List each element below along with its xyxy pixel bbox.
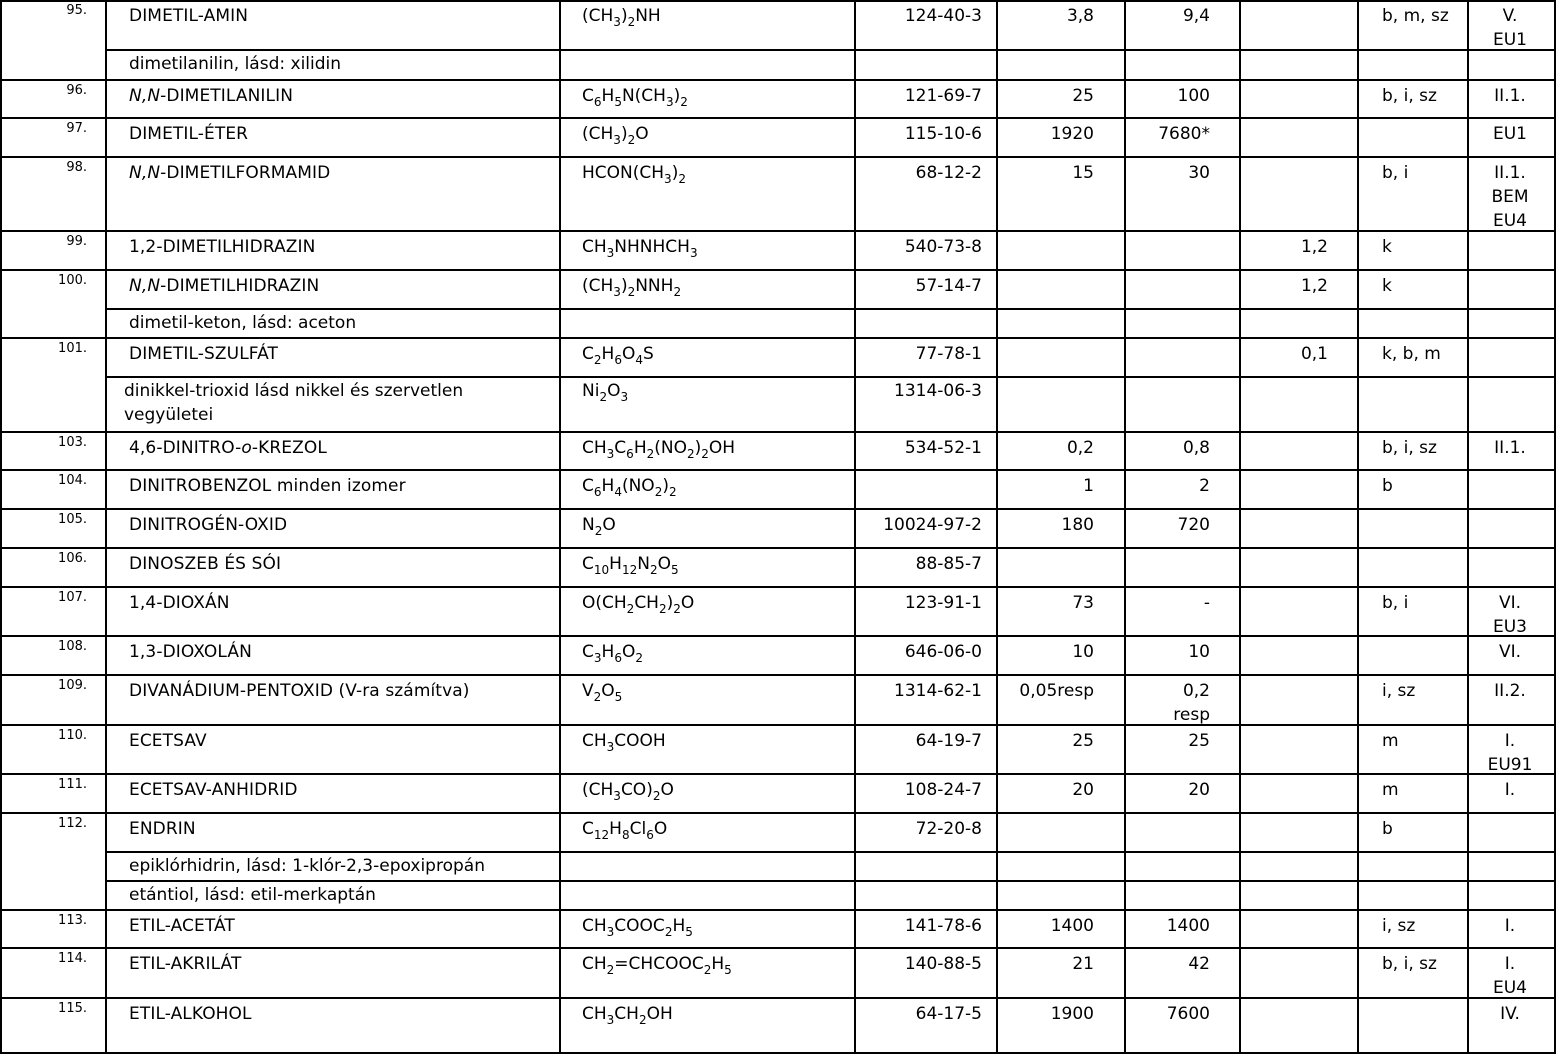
property-flags: b, m, sz: [1382, 6, 1449, 26]
remark: I.: [1504, 780, 1516, 800]
cas-number: 77-78-1: [915, 344, 982, 364]
row-number: 109.: [58, 678, 87, 693]
limit-value-1: 180: [1061, 515, 1094, 535]
chemical-formula: $V_2O_5$: [582, 681, 623, 704]
chemical-formula: $C_{10}H_{12}N_2O_5$: [582, 554, 679, 577]
chemical-formula: $Ni_2O_3$: [582, 381, 629, 404]
substance-name: ECETSAV-ANHIDRID: [129, 780, 298, 800]
limit-value-1: 25: [1072, 86, 1094, 106]
cross-reference: dinikkel-trioxid lásd nikkel és szervetlen vegyületei: [124, 381, 464, 425]
property-flags: i, sz: [1382, 681, 1416, 701]
cas-number: 123-91-1: [904, 593, 982, 613]
substance-name: DINITROBENZOL minden izomer: [129, 476, 406, 496]
remark: EU1: [1493, 124, 1527, 144]
row-number: 113.: [58, 913, 87, 928]
row-number: 115.: [58, 1001, 87, 1016]
row-number: 106.: [58, 551, 87, 566]
substance-name: N,N-DIMETILFORMAMID: [129, 163, 331, 183]
chemical-formula: $CH_2=CHCOOC_2H_5$: [582, 954, 732, 977]
cas-number: 1314-62-1: [894, 681, 982, 701]
row-number: 95.: [66, 3, 87, 18]
row-number: 100.: [58, 273, 87, 288]
cas-number: 646-06-0: [904, 642, 982, 662]
limit-value-2: 42: [1188, 954, 1210, 974]
chemical-formula: $(CH_3CO)_2O$: [582, 780, 674, 803]
cas-number: 1314-06-3: [894, 381, 982, 401]
chemical-formula: $CH_3C_6H_2(NO_2)_2OH$: [582, 438, 736, 461]
limit-value-2: 7680*: [1158, 124, 1210, 144]
cross-reference: etántiol, lásd: etil-merkaptán: [129, 885, 376, 905]
cross-reference: epiklórhidrin, lásd: 1-klór-2,3-epoxipropán: [129, 856, 485, 876]
remark: II.1.: [1494, 86, 1526, 106]
chemical-formula: $CH_3CH_2OH$: [582, 1004, 673, 1027]
substance-name: DINITROGÉN-OXID: [129, 515, 288, 535]
remark: IV.: [1500, 1004, 1520, 1024]
substance-name: 1,4-DIOXÁN: [129, 593, 230, 613]
cas-number: 141-78-6: [904, 916, 982, 936]
remark: I. EU91: [1487, 731, 1533, 775]
row-number: 110.: [58, 728, 87, 743]
cas-number: 121-69-7: [904, 86, 982, 106]
chemical-formula: $O(CH_2CH_2)_2O$: [582, 593, 695, 616]
row-number: 105.: [58, 512, 87, 527]
limit-value-1: 20: [1072, 780, 1094, 800]
property-flags: b, i: [1382, 163, 1409, 183]
limit-value-2: 2: [1199, 476, 1210, 496]
substance-name: N,N-DIMETILANILIN: [129, 86, 294, 106]
limit-value-1: 0,05resp: [1019, 681, 1094, 701]
row-number: 112.: [58, 816, 87, 831]
chemical-formula: $C_3H_6O_2$: [582, 642, 643, 665]
row-number: 98.: [66, 160, 87, 175]
limit-value-2: 10: [1188, 642, 1210, 662]
cas-number: 540-73-8: [904, 237, 982, 257]
limit-value-2: 25: [1188, 731, 1210, 751]
limit-value-2: 720: [1177, 515, 1210, 535]
remark: V. EU1: [1493, 6, 1527, 50]
limit-value-1: 15: [1072, 163, 1094, 183]
limit-value-2: 1400: [1166, 916, 1210, 936]
row-number: 103.: [58, 435, 87, 450]
limit-value-1: 25: [1072, 731, 1094, 751]
row-number: 108.: [58, 639, 87, 654]
cas-number: 68-12-2: [915, 163, 982, 183]
row-number: 96.: [66, 83, 87, 98]
row-number: 104.: [58, 473, 87, 488]
cas-number: 64-17-5: [915, 1004, 982, 1024]
limit-value-2: 100: [1177, 86, 1210, 106]
limit-value-2: 20: [1188, 780, 1210, 800]
substance-name: ETIL-ACETÁT: [129, 916, 235, 936]
row-number: 101.: [58, 341, 87, 356]
limit-value-3: 1,2: [1300, 237, 1328, 257]
limit-value-2: -: [1203, 593, 1210, 613]
substance-name: 1,3-DIOXOLÁN: [129, 642, 252, 662]
limit-value-1: 21: [1072, 954, 1094, 974]
limit-value-3: 1,2: [1300, 276, 1328, 296]
limit-value-2: 7600: [1166, 1004, 1210, 1024]
remark: I. EU4: [1493, 954, 1527, 998]
cas-number: 64-19-7: [915, 731, 982, 751]
property-flags: b, i, sz: [1382, 438, 1437, 458]
limit-value-1: 1400: [1050, 916, 1094, 936]
chemical-formula: $CH_3COOC_2H_5$: [582, 916, 693, 939]
substance-name: DIMETIL-AMIN: [129, 6, 249, 26]
property-flags: b, i, sz: [1382, 86, 1437, 106]
substance-name: ECETSAV: [129, 731, 207, 751]
cas-number: 115-10-6: [904, 124, 982, 144]
cas-number: 534-52-1: [904, 438, 982, 458]
chemical-formula: $N_2O$: [582, 515, 616, 538]
chemical-formula: $(CH_3)_2NNH_2$: [582, 276, 682, 299]
row-number: 111.: [58, 777, 87, 792]
cas-number: 72-20-8: [915, 819, 982, 839]
substance-name: DIMETIL-SZULFÁT: [129, 344, 278, 364]
chemical-formula: $C_6H_5N(CH_3)_2$: [582, 86, 688, 109]
row-number: 107.: [58, 590, 87, 605]
limit-value-1: 1920: [1050, 124, 1094, 144]
cross-reference: dimetilanilin, lásd: xilidin: [129, 54, 342, 74]
chemical-formula: $C_2H_6O_4S$: [582, 344, 654, 367]
property-flags: b: [1382, 819, 1393, 839]
remark: I.: [1504, 916, 1516, 936]
cross-reference: dimetil-keton, lásd: aceton: [129, 313, 357, 333]
limit-value-1: 10: [1072, 642, 1094, 662]
chemical-formula: $C_6H_4(NO_2)_2$: [582, 476, 677, 499]
cas-number: 57-14-7: [915, 276, 982, 296]
property-flags: b, i: [1382, 593, 1409, 613]
substance-name: 1,2-DIMETILHIDRAZIN: [129, 237, 316, 257]
remark: II.2.: [1494, 681, 1526, 701]
chemical-formula: $CH_3COOH$: [582, 731, 666, 754]
cas-number: 108-24-7: [904, 780, 982, 800]
remark: II.1. BEM EU4: [1491, 163, 1529, 231]
substance-name: ETIL-AKRILÁT: [129, 954, 242, 974]
substance-name: ENDRIN: [129, 819, 196, 839]
limit-value-1: 73: [1072, 593, 1094, 613]
chemical-formula: $(CH_3)_2O$: [582, 124, 649, 147]
limit-value-3: 0,1: [1300, 344, 1328, 364]
chemical-formula: $CH_3NHNHCH_3$: [582, 237, 698, 260]
substance-name: ETIL-ALKOHOL: [129, 1004, 252, 1024]
limit-value-2: 0,8: [1182, 438, 1210, 458]
property-flags: k: [1382, 276, 1392, 296]
row-number: 99.: [66, 234, 87, 249]
cas-number: 140-88-5: [904, 954, 982, 974]
property-flags: b, i, sz: [1382, 954, 1437, 974]
limit-value-1: 1900: [1050, 1004, 1094, 1024]
limit-value-1: 3,8: [1066, 6, 1094, 26]
chemical-formula: $(CH_3)_2NH$: [582, 6, 661, 29]
substance-name: N,N-DIMETILHIDRAZIN: [129, 276, 320, 296]
substance-name: DIMETIL-ÉTER: [129, 124, 249, 144]
remark: II.1.: [1494, 438, 1526, 458]
remark: VI.: [1498, 642, 1522, 662]
limit-value-1: 0,2: [1066, 438, 1094, 458]
property-flags: i, sz: [1382, 916, 1416, 936]
property-flags: b: [1382, 476, 1393, 496]
substance-name: DIVANÁDIUM-PENTOXID (V-ra számítva): [129, 681, 470, 701]
remark: VI. EU3: [1493, 593, 1527, 637]
cas-number: 124-40-3: [904, 6, 982, 26]
substance-name: 4,6-DINITRO-o-KREZOL: [129, 438, 327, 458]
property-flags: k: [1382, 237, 1392, 257]
chemical-formula: $HCON(CH_3)_2$: [582, 163, 686, 186]
row-number: 97.: [66, 121, 87, 136]
chemical-formula: $C_{12}H_8Cl_6O$: [582, 819, 668, 842]
limit-value-2: 9,4: [1182, 6, 1210, 26]
property-flags: k, b, m: [1382, 344, 1441, 364]
substance-name: DINOSZEB ÉS SÓI: [129, 554, 282, 574]
property-flags: m: [1382, 731, 1399, 751]
limit-value-2: 0,2 resp: [1173, 681, 1210, 725]
cas-number: 88-85-7: [915, 554, 982, 574]
cas-number: 10024-97-2: [883, 515, 982, 535]
row-number: 114.: [58, 951, 87, 966]
property-flags: m: [1382, 780, 1399, 800]
limit-value-2: 30: [1188, 163, 1210, 183]
limit-value-1: 1: [1083, 476, 1094, 496]
